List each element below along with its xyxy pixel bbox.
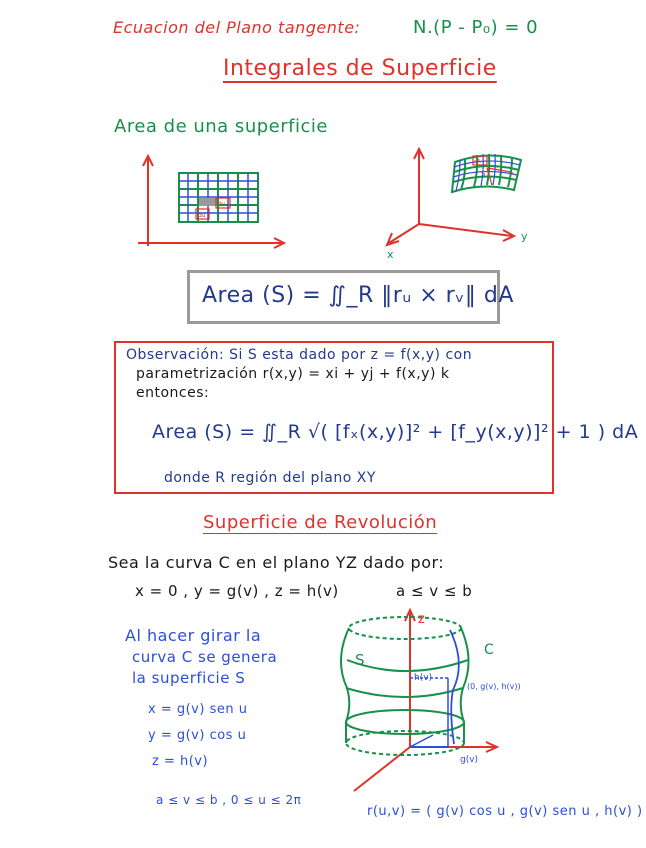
- ru-label: rᵤ: [512, 171, 517, 177]
- rev-z-label: z: [418, 612, 425, 627]
- rev-C-label: C: [484, 642, 494, 658]
- revolution-text-line-1: Al hacer girar la: [125, 626, 262, 645]
- right-y-axis: [419, 224, 512, 236]
- observation-line-3: entonces:: [136, 385, 210, 401]
- area-formula-box: [187, 270, 514, 324]
- section-title-surface-revolution: Superficie de Revolución: [203, 512, 438, 533]
- observation-line-2: parametrización r(x,y) = xi + yj + f(x,y) k: [136, 366, 450, 382]
- area-heading: Area de una superficie: [114, 116, 328, 137]
- tangent-plane-title: Ecuacion del Plano tangente:: [113, 18, 361, 37]
- area-formula: Area (S) = ∬_R ‖rᵤ × rᵥ‖ dA: [202, 283, 514, 308]
- param-z-equation: z = h(v): [152, 754, 209, 769]
- observation-formula: Area (S) = ∬_R √( [fₓ(x,y)]² + [f_y(x,y)]² + 1 ) dA: [152, 421, 639, 443]
- rev-S-label: S: [355, 651, 365, 669]
- observation-line-1: Observación: Si S esta dado por z = f(x,y) con: [126, 347, 473, 363]
- param-range: a ≤ v ≤ b , 0 ≤ u ≤ 2π: [156, 793, 302, 807]
- curve-range: a ≤ v ≤ b: [396, 582, 473, 600]
- param-y-equation: y = g(v) cos u: [148, 728, 247, 743]
- rev-point-label: (0, g(v), h(v)): [467, 682, 521, 691]
- axis-label-y: y: [521, 230, 528, 243]
- dv-label: dv: [218, 201, 226, 208]
- param-x-equation: x = g(v) sen u: [148, 702, 248, 717]
- surface-S-label: S: [481, 170, 486, 178]
- rev-g-label: g(v): [460, 755, 479, 765]
- curve-description: Sea la curva C en el plano YZ dado por:: [108, 553, 445, 572]
- axis-label-x: x: [387, 248, 394, 261]
- right-x-axis: [389, 224, 419, 243]
- revolution-text-line-2: curva C se genera: [132, 648, 278, 666]
- hatched-cell: [199, 198, 217, 206]
- observation-footer: donde R región del plano XY: [164, 470, 376, 486]
- revolution-figure: [341, 610, 521, 791]
- rev-h-label: h(v): [414, 673, 433, 683]
- dA-label: dA: [474, 159, 481, 165]
- section-title-surface-integrals: Integrales de Superficie: [223, 56, 497, 81]
- revolution-text-line-3: la superficie S: [132, 669, 246, 687]
- tangent-plane-equation: N.(P - P₀) = 0: [413, 17, 539, 38]
- observation-box: [114, 341, 639, 494]
- curve-equations: x = 0 , y = g(v) , z = h(v): [135, 582, 339, 600]
- param-r-vector: r(u,v) = ( g(v) cos u , g(v) sen u , h(v) ): [367, 804, 643, 819]
- du-label: du: [198, 212, 206, 219]
